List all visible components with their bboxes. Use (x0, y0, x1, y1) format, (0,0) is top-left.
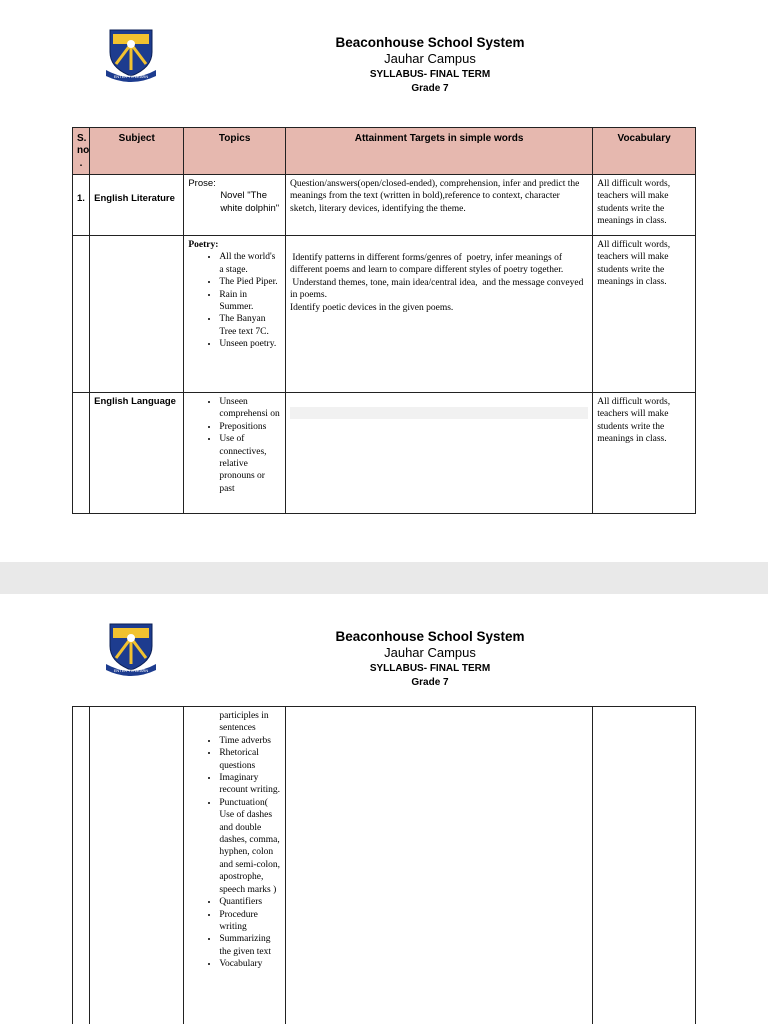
document-header (230, 628, 630, 690)
campus-name: Jauhar Campus (384, 51, 476, 66)
row-topics (184, 236, 286, 393)
school-name: Beaconhouse School System (335, 629, 525, 644)
table-row (73, 175, 696, 236)
poetry-list (188, 251, 281, 350)
syllabus-term: SYLLABUS- FINAL TERM (369, 69, 491, 80)
list-item: • Unseen comprehensi on (219, 396, 281, 421)
empty-shaded-field (290, 407, 588, 419)
syllabus-table-continued (72, 706, 696, 1024)
row-subject: English Literature (90, 175, 184, 236)
list-item: • Imaginary recount writing. (219, 772, 281, 797)
list-item: • Use of connectives, relative pronouns or past (219, 433, 281, 495)
row-targets: Question/answers(open/closed-ended), comprehension, infer and predict the meanings from the text (written in bold),reference to context, character sketch, literary devices, identifying the theme. (286, 175, 593, 236)
row-sno (73, 236, 90, 393)
beaconhouse-crest-icon (104, 26, 158, 82)
list-item: • All the world's a stage. (219, 251, 281, 276)
row-targets (286, 236, 593, 393)
target-line: Identify poetic devices in the given poems. (290, 302, 454, 313)
table-row (73, 707, 696, 1024)
target-line: Identify patterns in different forms/genres of poetry, infer meanings of different poems and learn to compare different styles of poetry together. (290, 253, 565, 276)
list-item: • The Banyan Tree text 7C. (219, 313, 281, 338)
row-vocabulary: All difficult words, teachers will make students write the meanings in class. (593, 175, 696, 236)
grade-label: Grade 7 (411, 677, 449, 688)
list-item: • Procedure writing (219, 909, 281, 934)
syllabus-table (72, 127, 696, 514)
target-line: Understand themes, tone, main idea/central idea, and the message conveyed in poems. (290, 277, 586, 301)
list-item: • Punctuation( Use of dashes and double dashes, comma, hyphen, colon and semi-colon, apostrophe, speech marks ) (219, 797, 281, 896)
header-subject: Subject (90, 128, 184, 175)
language-list (188, 396, 281, 495)
document-header (230, 34, 630, 96)
school-name: Beaconhouse School System (335, 35, 525, 50)
language-list-continued (188, 735, 281, 971)
list-item: • Unseen poetry. (219, 338, 281, 350)
syllabus-term: SYLLABUS- FINAL TERM (369, 663, 491, 674)
svg-text:ENTER TO LEARN: ENTER TO LEARN (113, 668, 149, 673)
row-sno (73, 707, 90, 1024)
row-vocabulary (593, 707, 696, 1024)
list-item: • Vocabulary (219, 958, 281, 970)
header-vocabulary: Vocabulary (593, 128, 696, 175)
row-vocabulary: All difficult words, teachers will make students write the meanings in class. (593, 393, 696, 514)
table-row (73, 236, 696, 393)
prose-label: Prose: (188, 178, 216, 189)
list-item: • The Pied Piper. (219, 276, 281, 288)
continued-text: participles in sentences (219, 711, 269, 734)
list-item: • Time adverbs (219, 735, 281, 747)
table-header-row (73, 128, 696, 175)
row-subject (90, 236, 184, 393)
document-page-2 (0, 594, 768, 1024)
prose-item: Novel "The white dolphin" (220, 190, 280, 214)
list-item: • Rhetorical questions (219, 747, 281, 772)
svg-text:ENTER TO LEARN: ENTER TO LEARN (113, 74, 149, 79)
row-targets (286, 393, 593, 514)
list-item: • Quantifiers (219, 896, 281, 908)
row-subject: English Language (90, 393, 184, 514)
row-topics (184, 175, 286, 236)
header-sno: S. no . (73, 128, 90, 175)
row-topics (184, 393, 286, 514)
list-item: • Summarizing the given text (219, 933, 281, 958)
campus-name: Jauhar Campus (384, 645, 476, 660)
row-sno: 1. (73, 175, 90, 236)
row-topics (184, 707, 286, 1024)
list-item: • Prepositions (219, 421, 281, 433)
row-sno (73, 393, 90, 514)
poetry-label: Poetry: (188, 240, 219, 250)
grade-label: Grade 7 (411, 83, 449, 94)
header-targets: Attainment Targets in simple words (286, 128, 593, 175)
beaconhouse-crest-icon (104, 620, 158, 676)
row-subject (90, 707, 184, 1024)
list-item: • Rain in Summer. (219, 289, 281, 314)
row-targets (286, 707, 593, 1024)
table-row (73, 393, 696, 514)
row-vocabulary: All difficult words, teachers will make students write the meanings in class. (593, 236, 696, 393)
header-topics: Topics (184, 128, 286, 175)
